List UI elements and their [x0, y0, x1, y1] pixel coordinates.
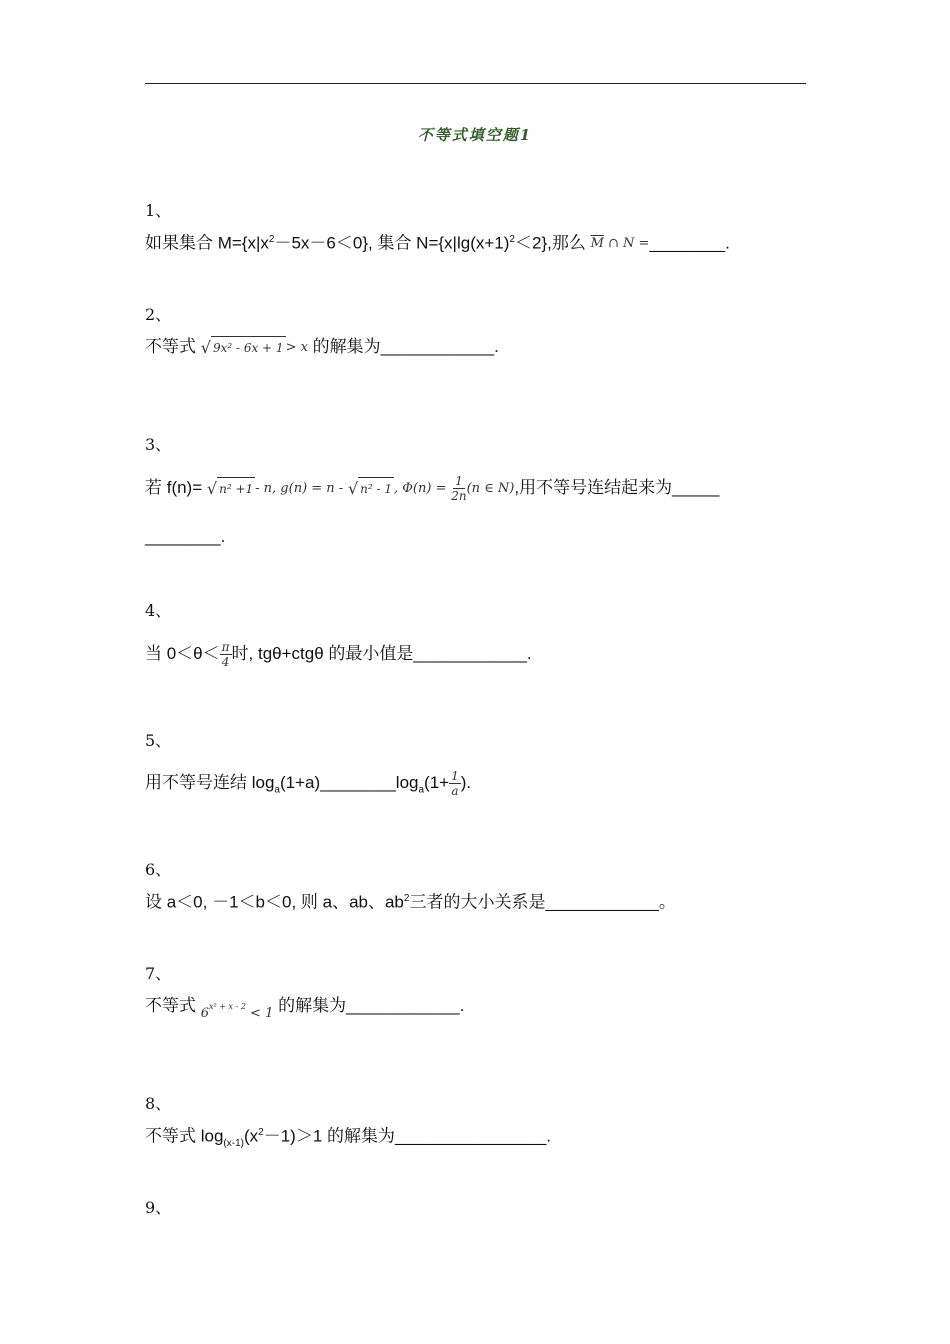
problem-4-number: 4、	[145, 601, 172, 620]
problem-4-text: 当 0＜θ＜ $\frac{\pi}{4}$ 时, tgθ+ctgθ 的最小值是____________.	[145, 640, 532, 669]
problem-6-number: 6、	[145, 860, 172, 879]
sqrt-expression: √ 9x² - 6x + 1	[201, 336, 286, 359]
problem-7-text: 不等式 $6^{x^2 + x - 2} < 1$ 的解集为____________.	[145, 995, 464, 1025]
answer-blank: ________	[649, 233, 726, 253]
sqrt-expression: √ n² - 1	[348, 477, 394, 500]
problem-5-number: 5、	[145, 731, 172, 750]
answer-blank: ________________	[395, 1126, 547, 1146]
problem-3-text-cont: ________.	[145, 527, 226, 546]
problem-1-number: 1、	[145, 201, 172, 220]
problem-8-text: 不等式 $\log_{(x-1)}(x^2-1)>1$ 的解集为________________.	[145, 1126, 552, 1150]
answer-blank: ____________	[413, 643, 527, 663]
exponent-expression: $6^{x^2 + x - 2} < 1$	[200, 1002, 274, 1021]
problem-2-text: 不等式 √ 9x² - 6x + 1> x 的解集为____________.	[145, 336, 499, 359]
answer-blank: ____________	[380, 337, 495, 356]
fraction: $\frac{1}{2n}$	[451, 474, 467, 503]
header-rule	[145, 83, 806, 84]
problem-1-text: 如果集合 $M=\{x|x^2-5x-6<0\}$, 集合 $N=\{x|\lg(x+1)^2<2\}$,那么 $\overline{M}$ ∩ N =________.	[145, 229, 730, 255]
problem-2-number: 2、	[145, 305, 172, 324]
answer-blank: ____________	[545, 892, 659, 912]
answer-blank: _____	[672, 477, 720, 497]
problem-8-number: 8、	[145, 1094, 172, 1113]
problem-7-number: 7、	[145, 964, 172, 983]
fraction: $\frac{1}{a}$	[451, 769, 459, 798]
answer-blank: ________	[145, 527, 221, 546]
fraction: $\frac{\pi}{4}$	[221, 640, 230, 669]
problem-3-number: 3、	[145, 435, 172, 454]
problem-9-number: 9、	[145, 1198, 172, 1217]
problem-5-text: 用不等号连结 $\log_a(1+a)\_\_\_\_\_\_\_\_\log_a(1+$ $\frac{1}{a}$ ).	[145, 769, 472, 798]
page-title: 不等式填空题1	[417, 126, 533, 144]
problem-6-text: 设 a＜0, －1＜b＜0, 则 a、ab、$ab^2$三者的大小关系是____________。	[145, 892, 676, 912]
problem-1-formula: $\overline{M}$ ∩ N =	[590, 236, 650, 252]
answer-blank: ____________	[346, 996, 460, 1015]
sqrt-expression: √ n² +1	[207, 477, 255, 500]
problem-3-text: 若 f(n)= √ n² +1- n, g(n) = n - √ n² - 1 , Φ(n) = $\frac{1}{2n}$ (n ∈ N),用不等号连结起来为_____	[145, 474, 720, 503]
answer-blank: ________	[320, 772, 396, 792]
